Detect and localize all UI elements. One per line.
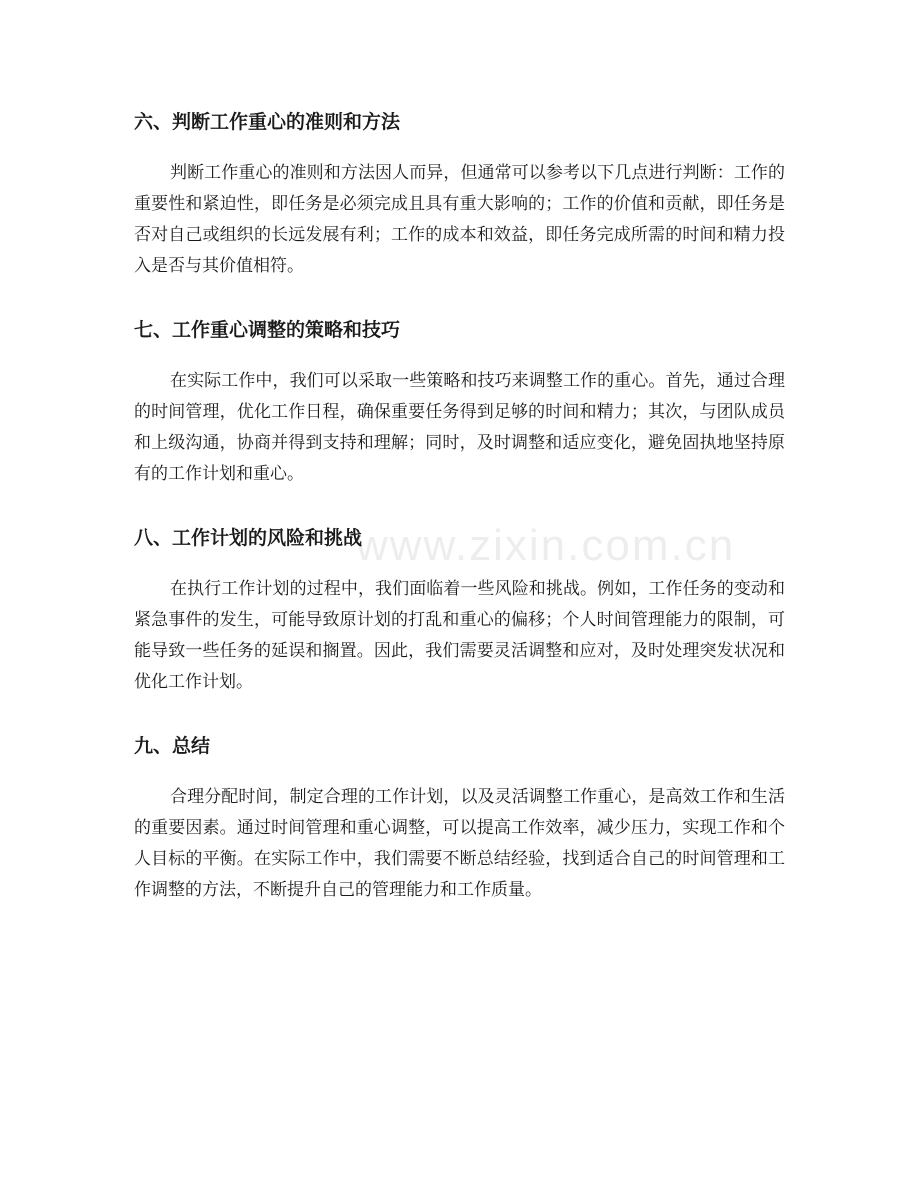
watermark: www.zixin.com.cn <box>356 521 736 570</box>
section-heading-6: 六、判断工作重心的准则和方法 <box>134 111 401 133</box>
section-paragraph-7: 在实际工作中，我们可以采取一些策略和技巧来调整工作的重心。首先，通过合理的时间管理，优化工作日程，确保重要任务得到足够的时间和精力；其次，与团队成员和上级沟通，协商并得到支持和理解；同时，及时调整和适应变化，避免固执地坚持原有的工作计划和重心。 <box>134 371 785 484</box>
section-paragraph-9: 合理分配时间，制定合理的工作计划，以及灵活调整工作重心，是高效工作和生活的重要因素。通过时间管理和重心调整，可以提高工作效率，减少压力，实现工作和个人目标的平衡。在实际工作中，我们需要不断总结经验，找到适合自己的时间管理和工作调整的方法，不断提升自己的管理能力和工作质量。 <box>134 787 785 900</box>
section-heading-9: 九、总结 <box>134 735 211 757</box>
section-paragraph-8: 在执行工作计划的过程中，我们面临着一些风险和挑战。例如，工作任务的变动和紧急事件的发生，可能导致原计划的打乱和重心的偏移；个人时间管理能力的限制，可能导致一些任务的延误和搁置。因此，我们需要灵活调整和应对，及时处理突发状况和优化工作计划。 <box>134 579 785 692</box>
section-paragraph-6: 判断工作重心的准则和方法因人而异，但通常可以参考以下几点进行判断：工作的重要性和紧迫性，即任务是必须完成且具有重大影响的；工作的价值和贡献，即任务是否对自己或组织的长远发展有利；工作的成本和效益，即任务完成所需的时间和精力投入是否与其价值相符。 <box>134 163 785 276</box>
section-heading-7: 七、工作重心调整的策略和技巧 <box>134 319 401 341</box>
section-heading-8: 八、工作计划的风险和挑战 <box>134 527 363 549</box>
